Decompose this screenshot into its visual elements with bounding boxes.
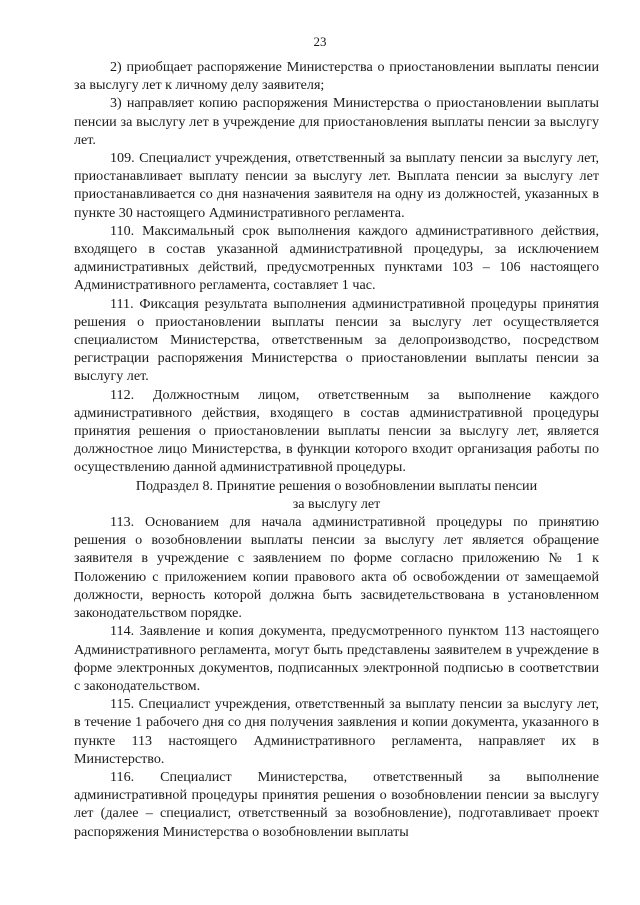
- paragraph: 116. Специалист Министерства, ответственный за выполнение административной процедуры принятия решения о возобновлении пенсии за выслугу лет (далее – специалист, ответственный за возобновление), подготавливает проект распоряжения Министерства о возобновлении выплаты: [74, 768, 599, 840]
- paragraph: 112. Должностным лицом, ответственным за выполнение каждого административного действия, входящего в состав административной процедуры принятия решения о приостановлении выплаты пенсии за выслугу лет, является должностное лицо Министерства, в функции которого входит организация работы по осуществлению данной административной процедуры.: [74, 386, 599, 476]
- paragraph: 3) направляет копию распоряжения Министерства о приостановлении выплаты пенсии за выслугу лет в учреждение для приостановления выплаты пенсии за выслугу лет.: [74, 95, 599, 148]
- section-heading-line-2: за выслугу лет: [292, 495, 381, 512]
- section-heading-line-1: Подраздел 8. Принятие решения о возобновлении выплаты пенсии: [135, 477, 538, 494]
- section-heading: [74, 477, 599, 513]
- document-body: [74, 58, 599, 841]
- paragraph: 114. Заявление и копия документа, предусмотренного пунктом 113 настоящего Административного регламента, могут быть представлены заявителем в учреждение в форме электронных документов, подписанных электронной подписью в соответствии с законодательством.: [74, 623, 599, 694]
- paragraph: 110. Максимальный срок выполнения каждого административного действия, входящего в состав указанной административной процедуры, за исключением административных действий, предусмотренных пунктами 103 – 106 настоящего Административного регламента, составляет 1 час.: [74, 222, 599, 294]
- page-number: 23: [313, 34, 327, 49]
- paragraph: 2) приобщает распоряжение Министерства о приостановлении выплаты пенсии за выслугу лет к личному делу заявителя;: [74, 59, 599, 94]
- paragraph: 109. Специалист учреждения, ответственный за выплату пенсии за выслугу лет, приостанавливает выплату пенсии за выслугу лет. Выплата пенсии за выслугу лет приостанавливается со дня назначения заявителя на одну из должностей, указанных в пункте 30 настоящего Административного регламента.: [74, 150, 599, 221]
- paragraph: 115. Специалист учреждения, ответственный за выплату пенсии за выслугу лет, в течение 1 рабочего дня со дня получения заявления и копии документа, указанного в пункте 113 настоящего Административного регламента, направляет их в Министерство.: [74, 696, 599, 767]
- paragraph: 113. Основанием для начала административной процедуры по принятию решения о возобновлении выплаты пенсии за выслугу лет является обращение заявителя в учреждение с заявлением по форме согласно приложению № 1 к Положению с приложением копии правового акта об освобождении от замещаемой должности, верность которой должна быть засвидетельствована в установленном законодательством порядке.: [74, 514, 599, 622]
- paragraph: 111. Фиксация результата выполнения административной процедуры принятия решения о приостановлении выплаты пенсии за выслугу лет осуществляется специалистом Министерства, ответственным за делопроизводство, посредством регистрации распоряжения Министерства о приостановлении выплаты пенсии за выслугу лет.: [74, 295, 599, 385]
